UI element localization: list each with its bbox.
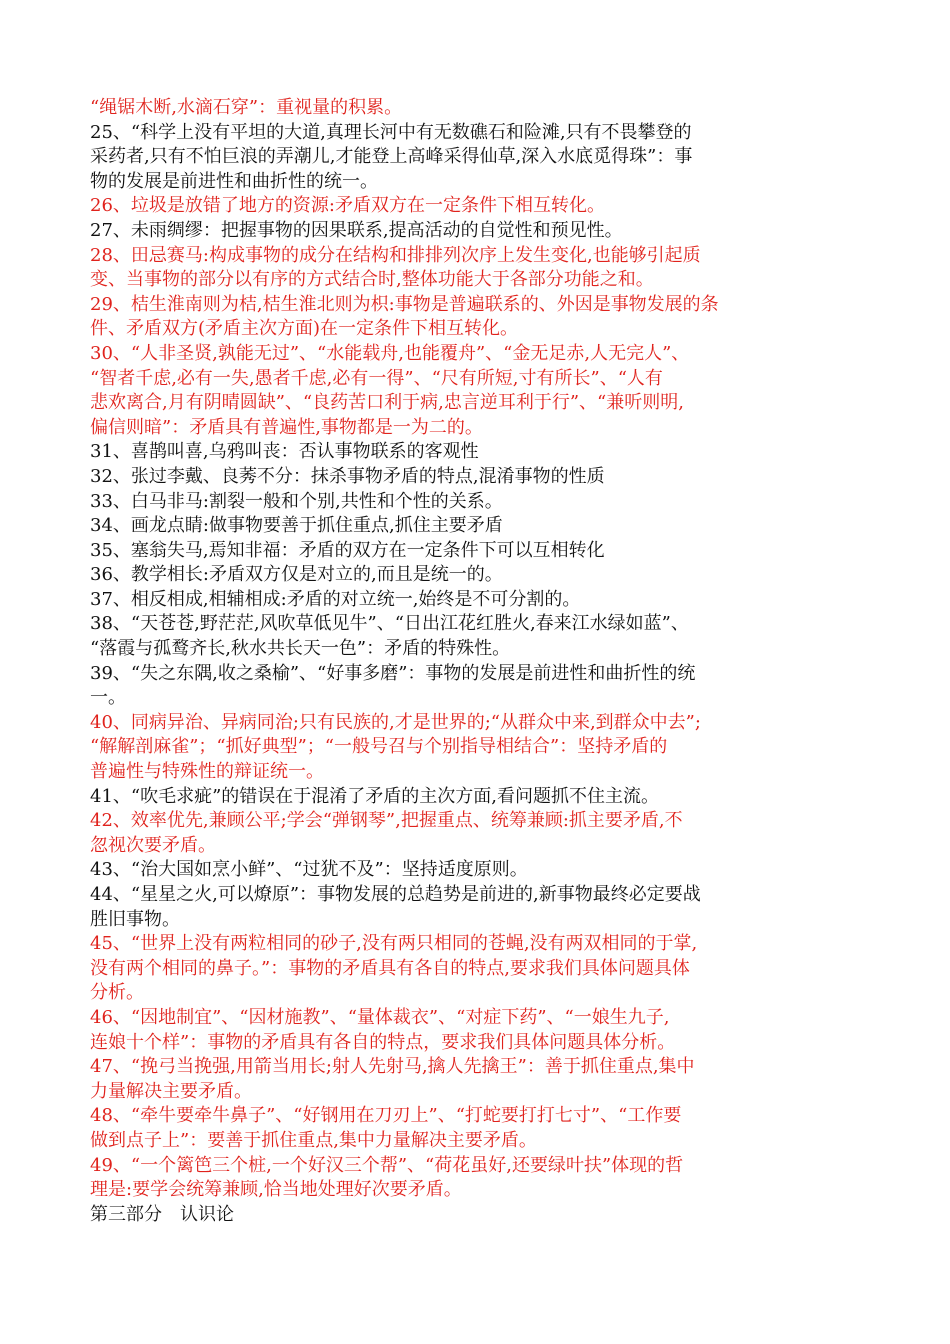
text-line: 理是:要学会统筹兼顾,恰当地处理好次要矛盾。: [90, 1179, 462, 1201]
text-line: 做到点子上”：要善于抓住重点,集中力量解决主要矛盾。: [90, 1129, 537, 1151]
text-line: 分析。: [90, 982, 144, 1004]
text-line: 没有两个相同的鼻子。”：事物的矛盾具有各自的特点,要求我们具体问题具体: [90, 957, 690, 979]
text-line: “落霞与孤鹜齐长,秋水共长天一色”：矛盾的特殊性。: [90, 638, 511, 660]
text-line: 41、“吹毛求疵”的错误在于混淆了矛盾的主次方面,看问题抓不住主流。: [90, 785, 660, 807]
text-line: 连娘十个样”：事物的矛盾具有各自的特点，要求我们具体问题具体分析。: [90, 1031, 676, 1053]
text-line: 30、“人非圣贤,孰能无过”、“水能载舟,也能覆舟”、“金无足赤,人无完人”、: [90, 342, 690, 364]
document-page: [90, 96, 862, 1227]
text-line: 力量解决主要矛盾。: [90, 1080, 252, 1102]
text-line: 32、张过李戴、良莠不分：抹杀事物矛盾的特点,混淆事物的性质: [90, 465, 605, 487]
text-line: 38、“天苍苍,野茫茫,风吹草低见牛”、“日出江花红胜火,春来江水绿如蓝”、: [90, 613, 689, 635]
text-line: 47、“挽弓当挽强,用箭当用长;射人先射马,擒人先擒王”：善于抓住重点,集中: [90, 1056, 695, 1078]
text-line: 物的发展是前进性和曲折性的统一。: [90, 170, 378, 192]
text-line: “解解剖麻雀”；“抓好典型”；“一般号召与个别指导相结合”：坚持矛盾的: [90, 736, 668, 758]
text-line: 胜旧事物。: [90, 908, 180, 930]
text-line: 29、桔生淮南则为桔,桔生淮北则为枳:事物是普遍联系的、外因是事物发展的条: [90, 293, 719, 315]
text-line: 27、未雨绸缪：把握事物的因果联系,提高活动的自觉性和预见性。: [90, 219, 623, 241]
text-line: 变、当事物的部分以有序的方式结合时,整体功能大于各部分功能之和。: [90, 269, 654, 291]
text-line: 37、相反相成,相辅相成:矛盾的对立统一,始终是不可分割的。: [90, 588, 581, 610]
text-line: “绳锯木断,水滴石穿”：重视量的积累。: [90, 97, 403, 118]
text-line: 悲欢离合,月有阴晴圆缺”、“良药苦口利于病,忠言逆耳利于行”、“兼听则明,: [90, 392, 684, 414]
text-line: 普遍性与特殊性的辩证统一。: [90, 761, 324, 783]
text-line: 46、“因地制宜”、“因材施教”、“量体裁衣”、“对症下药”、“一娘生九子,: [90, 1006, 670, 1028]
text-line: 42、效率优先,兼顾公平;学会“弹钢琴”,把握重点、统筹兼顾:抓主要矛盾,不: [90, 810, 683, 832]
text-line: 第三部分 认识论: [90, 1203, 234, 1225]
text-line: “智者千虑,必有一失,愚者千虑,必有一得”、“尺有所短,寸有所长”、“人有: [90, 367, 663, 389]
text-line: 26、垃圾是放错了地方的资源:矛盾双方在一定条件下相互转化。: [90, 195, 605, 217]
text-line: 采药者,只有不怕巨浪的弄潮儿,才能登上高峰采得仙草,深入水底觅得珠”：事: [90, 146, 693, 168]
text-line: 25、“科学上没有平坦的大道,真理长河中有无数礁石和险滩,只有不畏攀登的: [90, 121, 692, 143]
text-line: 43、“治大国如烹小鲜”、“过犹不及”：坚持适度原则。: [90, 859, 528, 881]
text-line: 33、白马非马:割裂一般和个别,共性和个性的关系。: [90, 490, 503, 512]
text-line: 45、“世界上没有两粒相同的砂子,没有两只相同的苍蝇,没有两双相同的于掌,: [90, 933, 698, 955]
text-line: 49、“一个篱笆三个桩,一个好汉三个帮”、“荷花虽好,还要绿叶扶”体现的哲: [90, 1154, 684, 1176]
text-line: 忽视次要矛盾。: [90, 834, 216, 856]
text-line: 39、“失之东隅,收之桑榆”、“好事多磨”：事物的发展是前进性和曲折性的统: [90, 662, 696, 684]
text-line: 一。: [90, 687, 126, 709]
text-line: 件、矛盾双方(矛盾主次方面)在一定条件下相互转化。: [90, 318, 519, 340]
text-line: 36、教学相长:矛盾双方仅是对立的,而且是统一的。: [90, 564, 503, 586]
text-line: 40、同病异治、异病同治;只有民族的,才是世界的;“从群众中来,到群众中去”;: [90, 711, 701, 733]
text-line: 44、“星星之火,可以燎原”：事物发展的总趋势是前进的,新事物最终必定要战: [90, 884, 701, 905]
text-line: 48、“牵牛要牵牛鼻子”、“好钢用在刀刃上”、“打蛇要打打七寸”、“工作要: [90, 1105, 682, 1127]
text-line: 35、塞翁失马,焉知非福：矛盾的双方在一定条件下可以互相转化: [90, 539, 605, 561]
text-line: 31、喜鹊叫喜,乌鸦叫丧：否认事物联系的客观性: [90, 441, 479, 463]
text-line: 偏信则暗”：矛盾具有普遍性,事物都是一为二的。: [90, 416, 483, 438]
text-line: 34、画龙点睛:做事物要善于抓住重点,抓住主要矛盾: [90, 515, 503, 537]
text-line: 28、田忌赛马:构成事物的成分在结构和排排列次序上发生变化,也能够引起质: [90, 244, 701, 266]
